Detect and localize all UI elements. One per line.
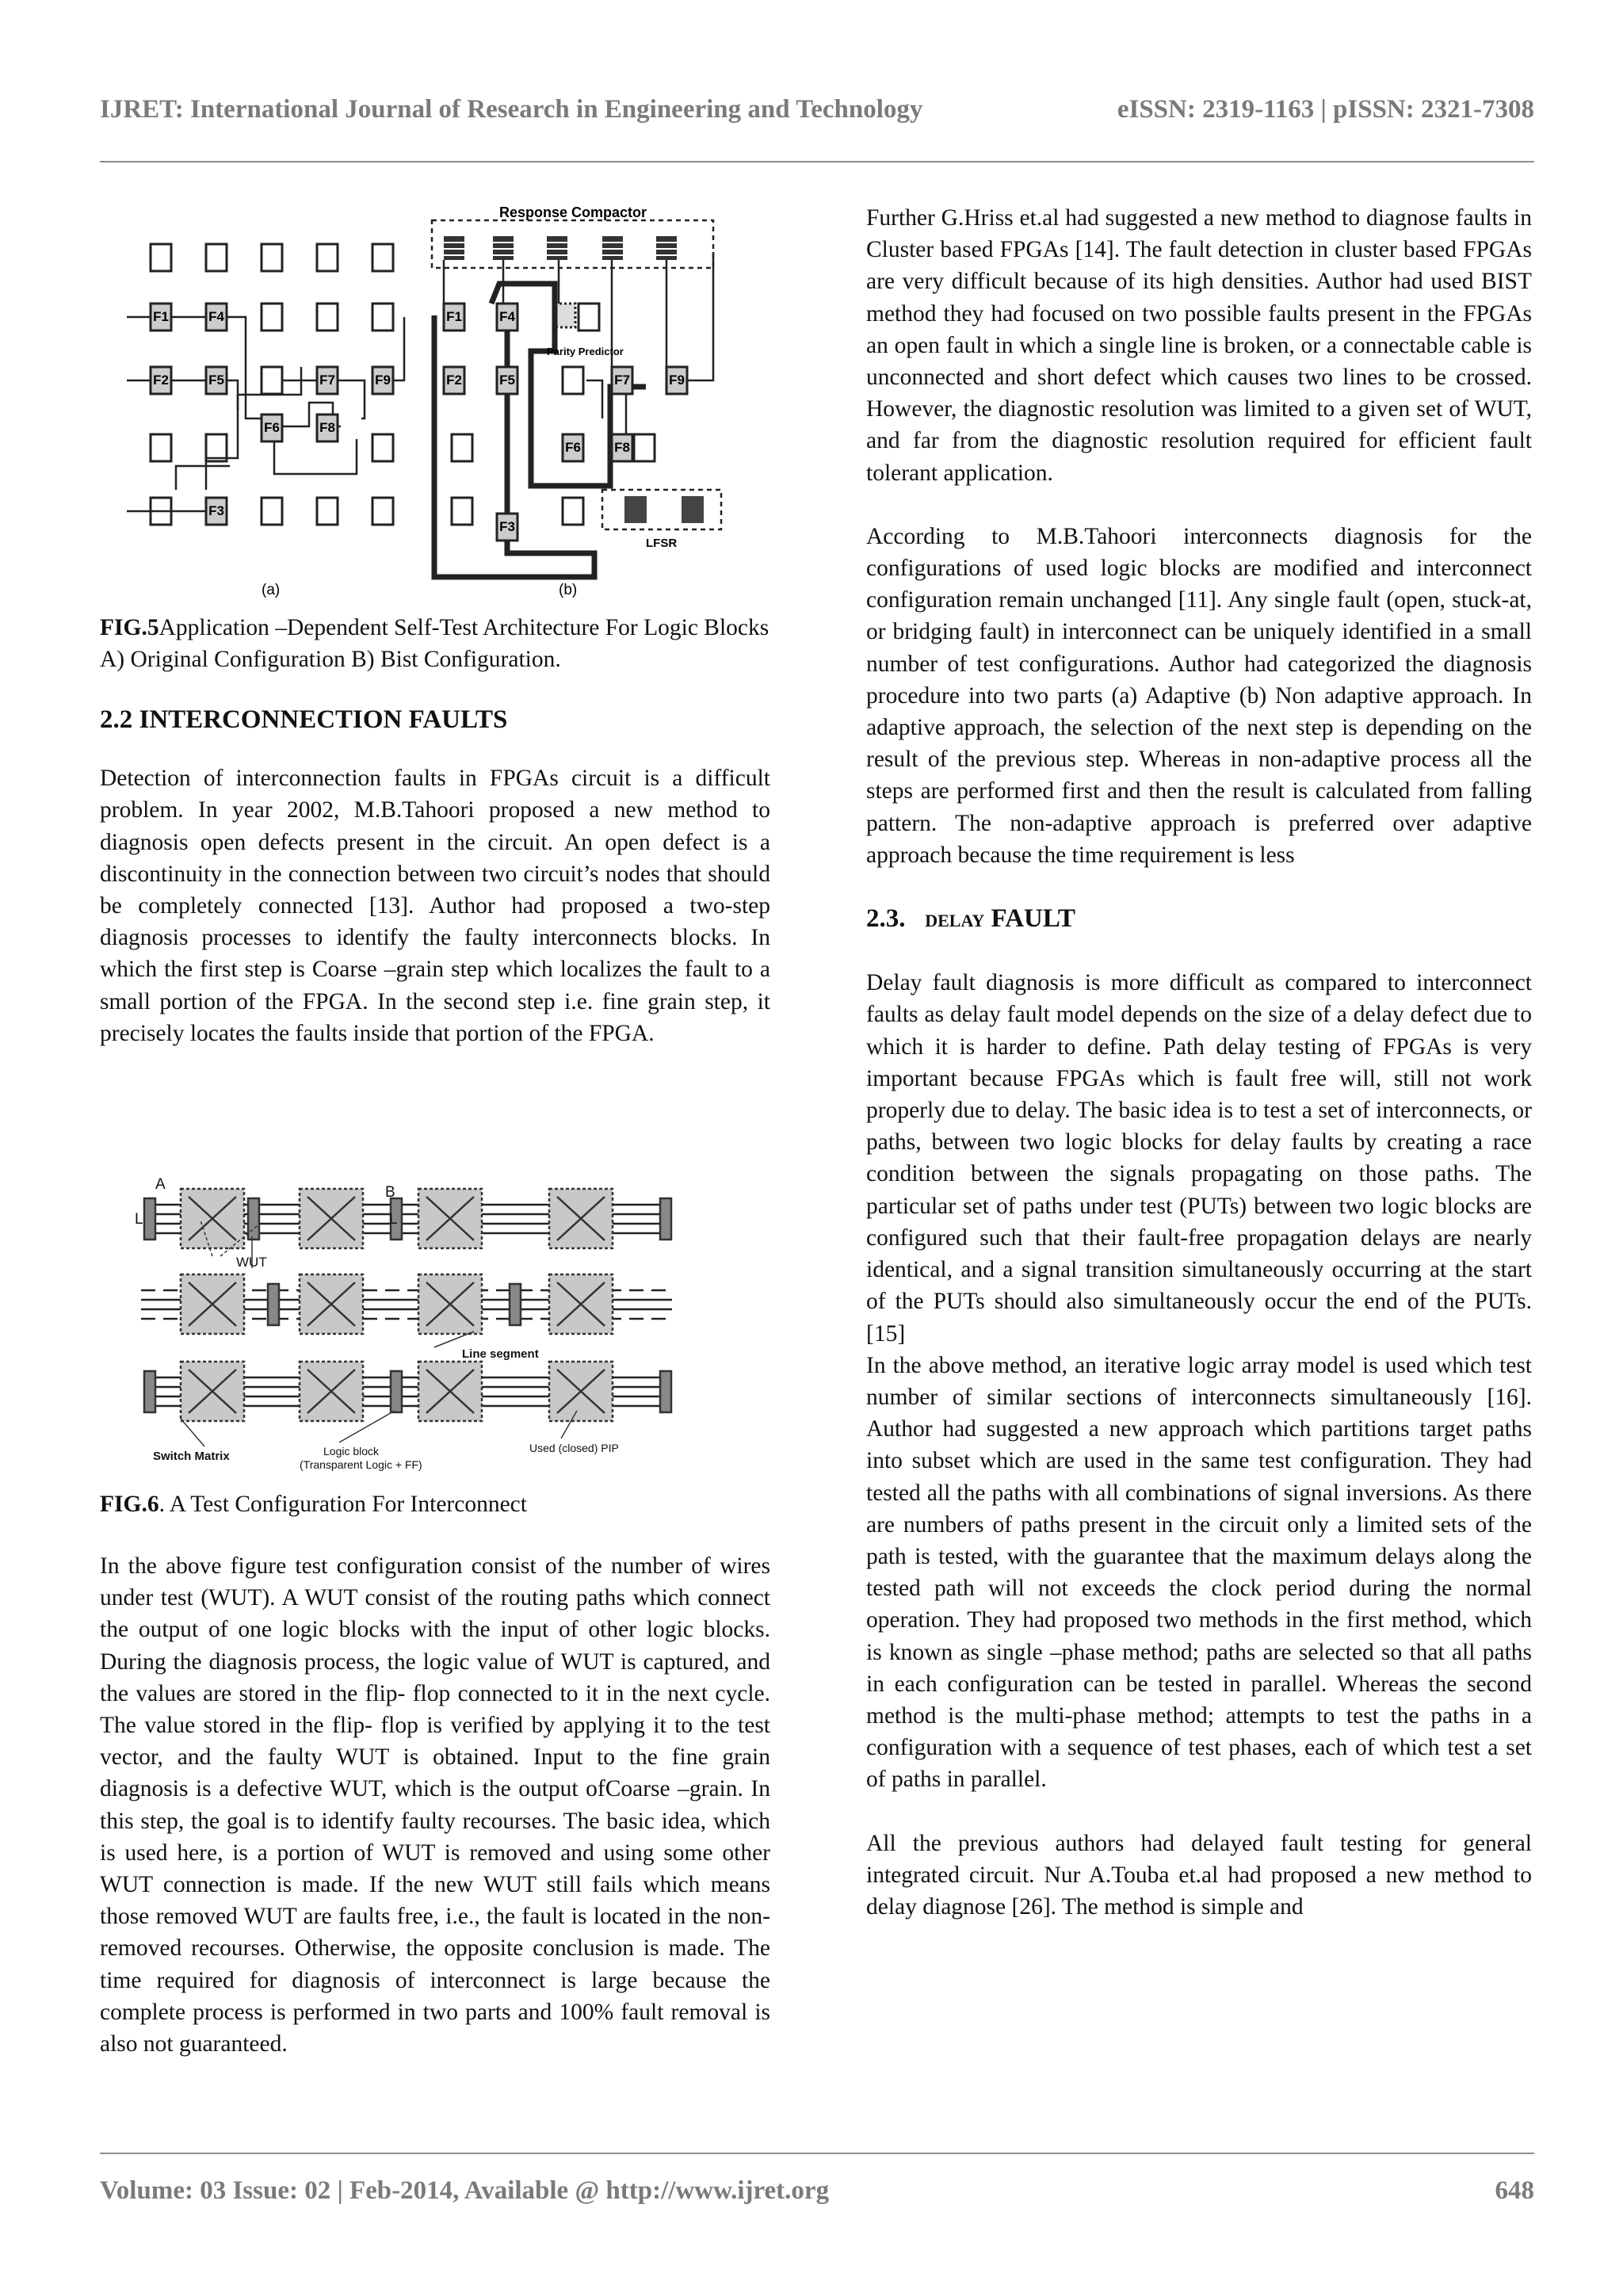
fig6-label-wut: WUT [236,1255,267,1270]
block-f3 [206,498,227,525]
right-paragraph-3: Delay fault diagnosis is more difficult as compared to interconnect faults as delay fault model depends on the size of a delay defect due to which it is harder to define. Path delay testing of FPGAs is very important because FPGAs which is fault free will, still not work properly due to delay. The basic idea is to test a set of interconnects, or paths, between two logic blocks for delay faults by creating a race condition between the signals propagating on those paths. The particular set of paths under test (PUTs) between two logic blocks are configured such that their fault-free propagation delays are nearly identical, and a signal transition simultaneously occurring at the start of the PUTs should also simultaneously occur the end of the PUTs. [15] [866,970,1532,1347]
block-f7-b [612,367,632,394]
figure-6-caption: FIG.6. A Test Configuration For Interconnect [100,1492,527,1517]
fig6-label-logic-block: Logic block [323,1445,380,1457]
section-heading-2-2: 2.2 INTERCONNECTION FAULTS [100,705,508,734]
label-lfsr: LFSR [646,537,678,550]
journal-title: IJRET: International Journal of Research in Engineering and Technology [100,95,923,124]
block-f3-b [497,514,517,541]
block-f7 [317,367,338,394]
svg-text:F1: F1 [446,309,462,324]
svg-text:F6: F6 [565,440,581,455]
svg-text:F4: F4 [499,309,515,324]
figure-6 [133,1173,688,1473]
fig6-label-pip: Used (closed) PIP [529,1442,619,1454]
block-f1 [151,304,171,330]
fig6-label-b: B [385,1184,395,1201]
issn-line: eISSN: 2319-1163 | pISSN: 2321-7308 [1117,95,1534,124]
block-f2-b [444,367,464,394]
svg-text:F4: F4 [208,309,224,324]
fig6-label-line-segment: Line segment [462,1347,539,1361]
block-f4-b [497,304,517,330]
right-column [866,202,1532,1923]
svg-text:F2: F2 [446,372,462,388]
block-f9-b [666,367,687,394]
svg-text:F2: F2 [153,372,169,388]
wut-paragraph: In the above figure test configuration consist of the number of wires under test (WUT). A WUT consist of the routing paths which connect the output of one logic blocks with the input of other logic blocks. During the diagnosis process, the logic value of WUT is captured, and the values are stored in the flip- flop connected to it in the next cycle. The value stored in the flip- flop is verified by applying it to the test vector, and the faulty WUT is obtained. Input to the fine grain diagnosis is a defective WUT, which is the output ofCoarse –grain. In this step, the goal is to identify faulty recourses. The basic idea, which is used here, is a portion of WUT is removed and using some other WUT connection is made. If the new WUT still fails which means those removed WUT are faults free, i.e., the fault is located in the non-removed recourses. Otherwise, the opposite conclusion is made. The time required for diagnosis of interconnect is large because the complete process is performed in two parts and 100% fault removal is also not guaranteed. [100,1553,770,2057]
right-paragraph-4: In the above method, an iterative logic array model is used which test number of similar sections of interconnects simultaneously [16]. Author had suggested a new approach which partitions target paths into subset which are used in the same test configuration. They had tested all the paths with all combinations of signal inversions. As there are numbers of paths present in the circuit only a limited sets of the path is tested, with the guarantee that the maximum delays along the tested path will not exceeds the clock period during the normal operation. They had proposed two methods in the first method, which is known as single –phase method; paths are selected so that all paths in each configuration can be tested in parallel. Whereas the second method is the multi-phase method; attempts to test the paths in a configuration with a sequence of test phases, each of which test a set of paths in parallel. [866,1352,1532,1793]
right-paragraph-5: All the previous authors had delayed fault testing for general integrated circuit. Nur A.Touba et.al had proposed a new method to delay diagnose [26]. The method is simple and [866,1830,1532,1920]
page-number: 648 [1495,2176,1534,2205]
svg-text:F3: F3 [208,503,224,518]
right-paragraph-1: Further G.Hriss et.al had suggested a new method to diagnose faults in Cluster based FPGAs [14]. The fault detection in cluster based FPGAs are very difficult because of its high densities. Author had used BIST method they had focused on two possible faults present in the FPGAs an open fault in which a single line is broken, or a connectable cable is unconnected and short defect which causes two lines to be crossed. However, the diagnostic resolution was limited to a given set of WUT, and far from the diagnostic resolution required for efficient fault tolerant application. [866,205,1532,486]
sublabel-b: (b) [559,582,578,598]
svg-text:F9: F9 [669,372,685,388]
footer-volume: Volume: 03 Issue: 02 | Feb-2014, Available @ http://www.ijret.org [100,2176,830,2205]
svg-text:F7: F7 [319,372,335,388]
svg-text:F8: F8 [614,440,630,455]
left-column [100,612,770,1049]
svg-text:F8: F8 [319,420,335,435]
block-f8 [317,415,338,441]
svg-text:F5: F5 [499,372,515,388]
section-heading-2-3: 2.3. DELAY FAULT [866,904,1075,934]
block-f5-b [497,367,517,394]
svg-text:F7: F7 [614,372,630,388]
fig6-label-logic-block-sub: (Transparent Logic + FF) [300,1458,422,1471]
fig6-label-switch-matrix: Switch Matrix [153,1450,230,1463]
block-f9 [372,367,393,394]
fig6-label-l1: L [135,1211,143,1228]
svg-text:F3: F3 [499,519,515,534]
block-f1-b [444,304,464,330]
block-f6-b [563,434,583,461]
fig6-label-l2: L [389,1211,398,1228]
block-f8-b [612,434,632,461]
block-f5 [206,367,227,394]
label-response-compactor: Response Compactor [499,204,647,220]
figure-5 [127,204,729,601]
block-f4 [206,304,227,330]
footer-rule [100,2153,1534,2154]
block-f6 [262,415,282,441]
svg-text:F6: F6 [264,420,280,435]
header-rule [100,161,1534,162]
section-2-2-paragraph: Detection of interconnection faults in FPGAs circuit is a difficult problem. In year 2002, M.B.Tahoori proposed a new method to diagnosis open defects present in the circuit. An open defect is a discontinuity in the connection between two circuit’s nodes that should be completely connected [13]. Author had proposed a two-step diagnosis processes to identify the faulty interconnects blocks. In which the first step is Coarse –grain step which localizes the fault to a small portion of the FPGA. In the second step i.e. fine grain step, it precisely locates the faults inside that portion of the FPGA. [100,766,770,1046]
block-f2 [151,367,171,394]
svg-text:F5: F5 [208,372,224,388]
right-paragraph-2: According to M.B.Tahoori interconnects diagnosis for the configurations of used logic blocks are modified and interconnect configuration remain unchanged [11]. Any single fault (open, stuck-at, or bridging fault) in interconnect can be uniquely identified in a small number of test configurations. Author had categorized the diagnosis procedure into two parts (a) Adaptive (b) Non adaptive approach. In adaptive approach, the selection of the next step is depending on the result of the previous step. Whereas in non-adaptive process all the steps are performed first and then the result is calculated from falling pattern. The non-adaptive approach is preferred over adaptive approach because the time requirement is less [866,523,1532,868]
svg-text:F9: F9 [375,372,391,388]
sublabel-a: (a) [262,582,281,598]
svg-text:F1: F1 [153,309,169,324]
label-parity-predictor: Parity Predictor [547,346,624,357]
left-column-lower [100,1488,770,2060]
fig6-label-a: A [155,1176,166,1193]
figure-5-caption: FIG.5Application –Dependent Self-Test Architecture For Logic Blocks A) Original Configuration B) Bist Configuration. [100,615,769,672]
